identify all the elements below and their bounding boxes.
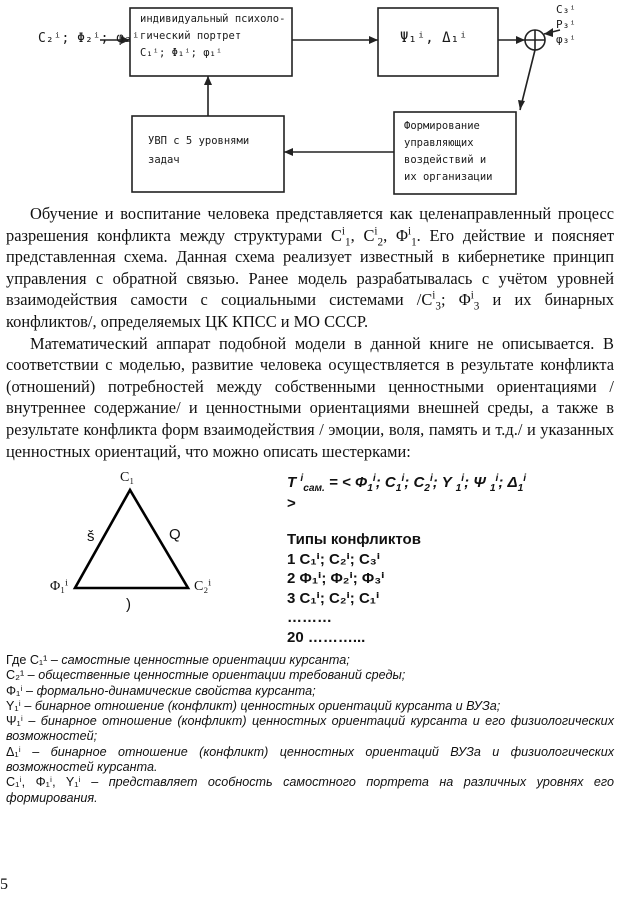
definition-item: C₂¹ – общественные ценностные ориентации требований среды; (6, 668, 406, 683)
triangle-top-label: C₁ (120, 470, 135, 485)
definitions (6, 653, 614, 806)
sextet-formula (287, 474, 612, 512)
paragraph-1: Обучение и воспитание человека представляется как целенаправленный процесс разрешения конфликта между структурами $C^i_1$, $C^i_2$, $\Phi^i_1$. Его действие и поясняет представленная схема. Данная схема реализует известный в кибернетике принцип управления с обратной связью. Ранее модель разрабатывалась с учётом уровней взаимодействия самости с социальными системами $/C^i_3$; $\Phi^i_3$ и их бинарных конфликтов/, определяемых ЦК КПСС и МО СССР. (6, 204, 614, 331)
definition-item: Где C₁¹ – самостные ценностные ориентации курсанта; (6, 653, 350, 667)
portrait-line-1: индивидуальный психоло- (140, 13, 286, 25)
conflict-triangle (40, 470, 250, 620)
p3-label: P₃ⁱ (556, 18, 576, 31)
conflict-type-1: 1 C₁ⁱ; C₂ⁱ; C₃ⁱ (287, 550, 381, 568)
page-number: 5 (0, 876, 8, 893)
conflict-types (287, 530, 421, 647)
triangle-left-side-label: š (87, 528, 95, 545)
triangle-right-label: C₂ⁱ (194, 579, 212, 594)
definition-item: Δ₁ⁱ – бинарное отношение (конфликт) ценностных ориентаций ВУЗа и физиологических возможностей курсанта. (6, 744, 614, 775)
paragraph-2: Математический аппарат подобной модели в данной книге не описывается. В соответствии с моделью, развитие человека осуществляется в результате конфликта (отношений) потребностей между собственными ценностными ориентациями /внутреннее содержание/ и ценностными ориентациями внешней среды, а также в результате конфликта форм взаимодействия / эмоции, воля, память и т.д./ и указанных ценностных ориентаций, что можно описать шестерками: (6, 333, 614, 461)
formula-line: T $^i_{сам.}$ = < $\Phi_1^i$; $C_1^i$; $C_2^i$; Y $_1^i$; Ψ $_1^i$; $\Delta_1^i$ (287, 473, 527, 494)
definition-item: Y₁ⁱ – бинарное отношение (конфликт) ценностных ориентаций курсанта и ВУЗа; (6, 698, 501, 713)
conflict-type-3: 3 C₁ⁱ; C₂ⁱ; C₁ⁱ (287, 589, 380, 607)
triangle-left-label: Φ₁ⁱ (50, 579, 68, 594)
definition-item: C₁ⁱ, Φ₁ⁱ, Y₁ⁱ – представляет особность самостного портрета на различных уровнях его формирования. (6, 775, 614, 805)
portrait-box-text (140, 11, 290, 62)
body-text (6, 203, 614, 462)
definition-item: Φ₁ⁱ – формально-динамические свойства курсанта; (6, 683, 316, 698)
phi3-label: φ₃ⁱ (556, 33, 576, 46)
psi-box-text: Ψ₁ⁱ, Δ₁ⁱ (400, 30, 468, 46)
conflict-type-ellipsis: ……… (287, 609, 332, 626)
conflict-type-20: 20 ………... (287, 628, 366, 646)
formula-close: > (287, 495, 296, 512)
control-box-text: Формирование управляющих воздействий и их организации (404, 120, 493, 183)
portrait-line-3: C₁ⁱ; Φ₁ⁱ; φ₁ⁱ (140, 47, 223, 59)
input-label: C₂ⁱ; Φ₂ⁱ; φ₂ⁱ (38, 31, 140, 46)
portrait-line-2: гический портрет (140, 30, 242, 42)
conflict-types-title: Типы конфликтов (287, 531, 421, 548)
triangle-bottom-side-label: ) (126, 596, 131, 613)
uvp-box-text: УВП с 5 уровнями задач (148, 135, 250, 166)
conflict-type-2: 2 Φ₁ⁱ; Φ₂ⁱ; Φ₃ⁱ (287, 570, 385, 587)
definition-item: Ψ₁ⁱ – бинарное отношение (конфликт) ценностных ориентаций курсанта и его физиологических возможностей; (6, 714, 614, 744)
right-input-labels (556, 2, 576, 47)
c3-label: C₃ⁱ (556, 3, 576, 16)
triangle-right-side-label: Q (169, 526, 181, 543)
